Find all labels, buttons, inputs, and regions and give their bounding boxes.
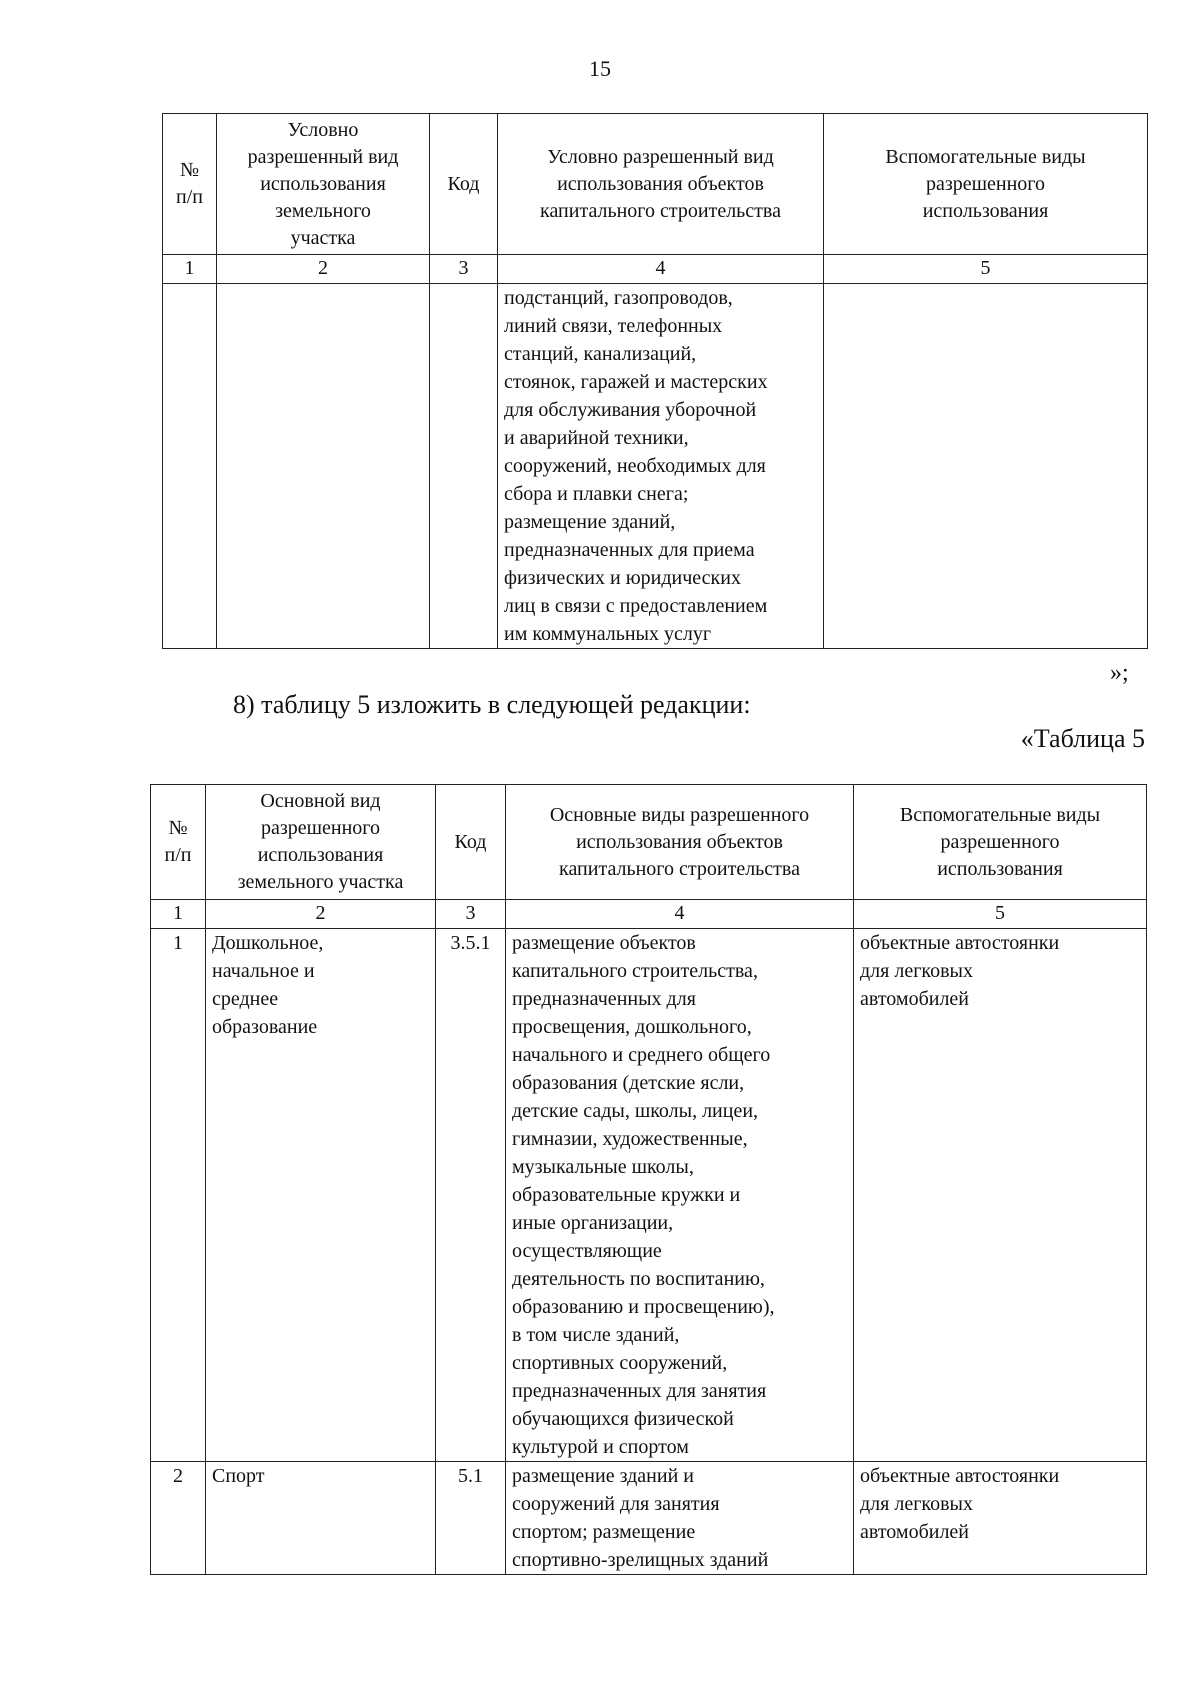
header-description: Основные виды разрешенного использования объектов капитального строительства <box>506 785 854 900</box>
table-row <box>151 1462 1147 1575</box>
row-description: подстанций, газопроводов, линий связи, телефонных станций, канализаций, стоянок, гаражей и мастерских для обслуживания уборочной и аварийной техники, сооружений, необходимых для сбора и плавки снега; размещение зданий, предназначенных для приема физических и юридических лиц в связи с предоставлением им коммунальных услуг <box>498 284 824 649</box>
header-code: Код <box>430 114 498 255</box>
row-number: 2 <box>151 1462 206 1575</box>
row-auxiliary: объектные автостоянки для легковых автомобилей <box>854 929 1147 1462</box>
column-number: 5 <box>824 255 1148 284</box>
column-number: 3 <box>436 900 506 929</box>
column-number: 4 <box>506 900 854 929</box>
page-number: 15 <box>589 56 611 81</box>
land-use-table-continued <box>162 113 1148 649</box>
row-code <box>430 284 498 649</box>
row-auxiliary: объектные автостоянки для легковых автомобилей <box>854 1462 1147 1575</box>
table-header-row <box>151 785 1147 900</box>
header-auxiliary: Вспомогательные виды разрешенного использования <box>824 114 1148 255</box>
row-use-type: Дошкольное, начальное и среднее образование <box>206 929 436 1462</box>
column-number: 1 <box>163 255 217 284</box>
row-number <box>163 284 217 649</box>
table-caption: «Таблица 5 <box>1020 724 1145 753</box>
column-number: 1 <box>151 900 206 929</box>
row-code: 5.1 <box>436 1462 506 1575</box>
table-5-main-land-use <box>150 784 1147 1575</box>
row-code: 3.5.1 <box>436 929 506 1462</box>
column-number: 2 <box>217 255 430 284</box>
header-code: Код <box>436 785 506 900</box>
column-number: 2 <box>206 900 436 929</box>
column-number: 3 <box>430 255 498 284</box>
table-row <box>163 284 1148 649</box>
closing-quote: »; <box>1110 660 1129 686</box>
header-use-type: Основной вид разрешенного использования земельного участка <box>206 785 436 900</box>
header-auxiliary: Вспомогательные виды разрешенного использования <box>854 785 1147 900</box>
header-description: Условно разрешенный вид использования объектов капитального строительства <box>498 114 824 255</box>
column-number-row <box>163 255 1148 284</box>
header-number: № п/п <box>151 785 206 900</box>
table-row <box>151 929 1147 1462</box>
header-number: № п/п <box>163 114 217 255</box>
column-number: 4 <box>498 255 824 284</box>
row-use-type <box>217 284 430 649</box>
row-description: размещение объектов капитального строительства, предназначенных для просвещения, дошкольного, начального и среднего общего образования (детские ясли, детские сады, школы, лицеи, гимназии, художественные, музыкальные школы, образовательные кружки и иные организации, осуществляющие деятельность по воспитанию, образованию и просвещению), в том числе зданий, спортивных сооружений, предназначенных для занятия обучающихся физической культурой и спортом <box>506 929 854 1462</box>
header-use-type: Условно разрешенный вид использования земельного участка <box>217 114 430 255</box>
row-number: 1 <box>151 929 206 1462</box>
amendment-instruction: 8) таблицу 5 изложить в следующей редакции: <box>233 690 751 719</box>
table-header-row <box>163 114 1148 255</box>
row-description: размещение зданий и сооружений для занятия спортом; размещение спортивно-зрелищных зданий <box>506 1462 854 1575</box>
row-auxiliary <box>824 284 1148 649</box>
column-number-row <box>151 900 1147 929</box>
column-number: 5 <box>854 900 1147 929</box>
row-use-type: Спорт <box>206 1462 436 1575</box>
